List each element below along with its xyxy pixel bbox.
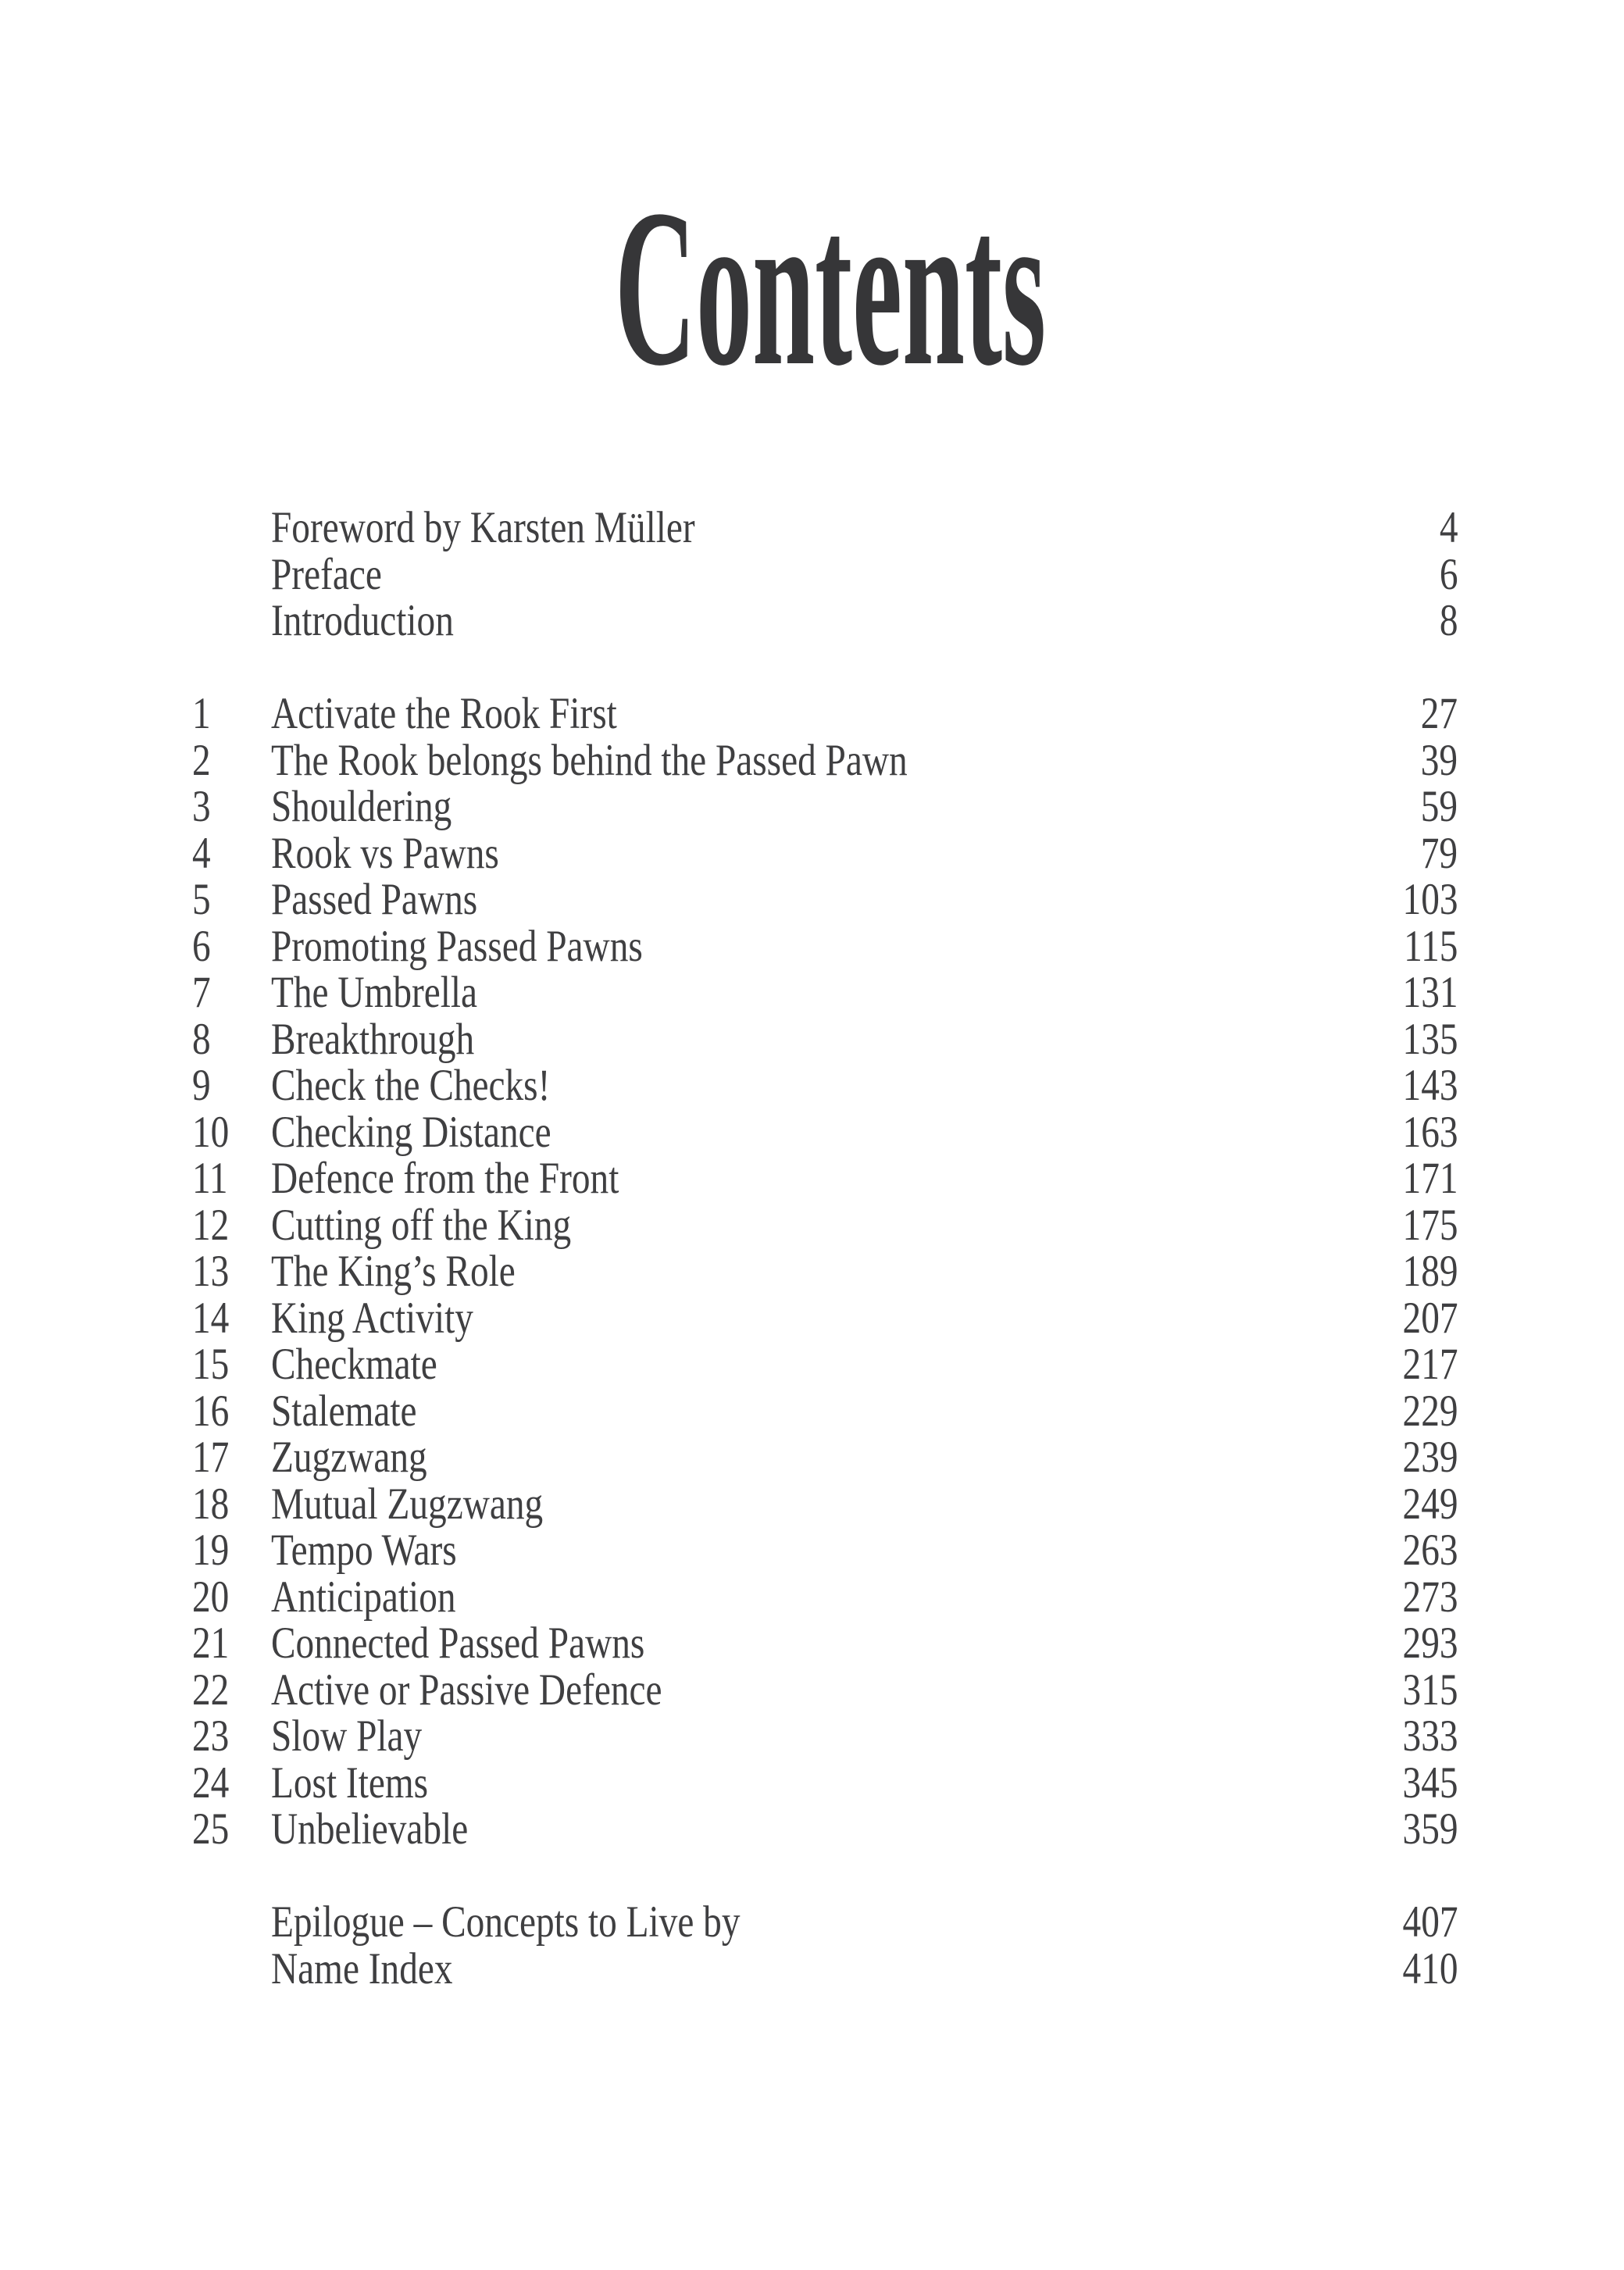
toc-row-chapter-5 (0, 876, 1624, 923)
chapter-title: Zugzwang (271, 1433, 427, 1482)
chapter-number: 1 (192, 689, 211, 738)
chapter-page-number: 143 (1402, 1061, 1458, 1110)
chapter-title: The Rook belongs behind the Passed Pawn (271, 735, 908, 785)
chapter-number: 7 (192, 968, 211, 1017)
chapter-number: 3 (192, 782, 211, 831)
chapter-page-number: 263 (1402, 1526, 1458, 1575)
toc-row-chapter-3 (0, 783, 1624, 830)
chapter-page-number: 333 (1402, 1711, 1458, 1761)
chapter-page-number: 273 (1402, 1572, 1458, 1622)
chapter-number: 9 (192, 1061, 211, 1110)
chapter-page-number: 207 (1402, 1293, 1458, 1343)
chapter-title: Checkmate (271, 1340, 437, 1389)
toc-row-chapter-7 (0, 969, 1624, 1016)
chapter-title: The King’s Role (271, 1247, 516, 1296)
toc-row-preface (0, 551, 1624, 598)
toc-row-chapter-10 (0, 1109, 1624, 1156)
chapter-title: Active or Passive Defence (271, 1665, 662, 1715)
chapter-title: Rook vs Pawns (271, 828, 499, 878)
entry-page-number: 4 (1439, 503, 1458, 552)
chapter-page-number: 115 (1403, 921, 1458, 971)
chapter-number: 6 (192, 921, 211, 971)
chapter-number: 13 (192, 1247, 230, 1296)
toc-row-chapter-16 (0, 1388, 1624, 1435)
chapter-title: Lost Items (271, 1758, 429, 1808)
chapter-number: 16 (192, 1386, 230, 1436)
chapter-title: Activate the Rook First (271, 689, 617, 738)
table-of-contents (0, 505, 1624, 1992)
toc-spacer (0, 644, 1624, 691)
chapter-title: Unbelievable (271, 1804, 469, 1854)
chapter-number: 17 (192, 1433, 230, 1482)
chapter-title: Passed Pawns (271, 875, 478, 924)
entry-page-number: 6 (1439, 549, 1458, 599)
chapter-page-number: 103 (1402, 875, 1458, 924)
chapter-number: 4 (192, 828, 211, 878)
chapter-number: 10 (192, 1107, 230, 1157)
chapter-number: 11 (192, 1154, 228, 1203)
toc-row-chapter-6 (0, 923, 1624, 970)
chapter-page-number: 359 (1402, 1804, 1458, 1854)
chapter-title: Slow Play (271, 1711, 423, 1761)
toc-row-chapter-21 (0, 1620, 1624, 1667)
chapter-page-number: 293 (1402, 1619, 1458, 1668)
entry-label: Foreword by Karsten Müller (271, 503, 695, 552)
toc-row-chapter-14 (0, 1295, 1624, 1342)
chapter-page-number: 315 (1402, 1665, 1458, 1715)
toc-row-chapter-22 (0, 1667, 1624, 1714)
chapter-title: Connected Passed Pawns (271, 1619, 645, 1668)
toc-row-chapter-18 (0, 1481, 1624, 1528)
toc-row-chapter-23 (0, 1713, 1624, 1760)
chapter-title: King Activity (271, 1293, 473, 1343)
chapter-title: Promoting Passed Pawns (271, 921, 643, 971)
chapter-number: 23 (192, 1711, 230, 1761)
toc-row-chapter-4 (0, 830, 1624, 877)
chapter-page-number: 79 (1420, 828, 1458, 878)
chapter-page-number: 163 (1402, 1107, 1458, 1157)
chapter-title: Cutting off the King (271, 1200, 572, 1250)
chapter-page-number: 217 (1402, 1340, 1458, 1389)
toc-row-chapter-1 (0, 691, 1624, 737)
chapter-page-number: 59 (1420, 782, 1458, 831)
entry-label: Preface (271, 549, 382, 599)
chapter-page-number: 175 (1402, 1200, 1458, 1250)
chapter-page-number: 27 (1420, 689, 1458, 738)
chapter-page-number: 189 (1402, 1247, 1458, 1296)
chapter-number: 20 (192, 1572, 230, 1622)
chapter-title: Checking Distance (271, 1107, 551, 1157)
toc-row-chapter-20 (0, 1574, 1624, 1621)
toc-row-chapter-17 (0, 1434, 1624, 1481)
chapter-page-number: 345 (1402, 1758, 1458, 1808)
chapter-title: Stalemate (271, 1386, 417, 1436)
chapter-number: 8 (192, 1014, 211, 1064)
chapter-number: 5 (192, 875, 211, 924)
entry-label: Introduction (271, 596, 454, 645)
chapter-number: 14 (192, 1293, 230, 1343)
entry-page-number: 8 (1439, 596, 1458, 645)
toc-row-chapter-12 (0, 1202, 1624, 1249)
chapter-number: 15 (192, 1340, 230, 1389)
chapter-title: Defence from the Front (271, 1154, 619, 1203)
toc-spacer (0, 1853, 1624, 1900)
toc-row-chapter-25 (0, 1806, 1624, 1853)
page-title: Contents (615, 163, 1047, 412)
toc-row-epilogue (0, 1899, 1624, 1946)
toc-row-name-index (0, 1943, 1624, 1993)
toc-row-chapter-13 (0, 1248, 1624, 1295)
chapter-title: Tempo Wars (271, 1526, 457, 1575)
entry-page-number: 407 (1402, 1897, 1458, 1947)
entry-page-number: 410 (1402, 1943, 1458, 1993)
chapter-title: Shouldering (271, 782, 452, 831)
chapter-number: 19 (192, 1526, 230, 1575)
entry-label: Epilogue – Concepts to Live by (271, 1897, 741, 1947)
toc-row-foreword (0, 505, 1624, 551)
chapter-title: Mutual Zugzwang (271, 1479, 544, 1529)
chapter-page-number: 239 (1402, 1433, 1458, 1482)
toc-row-chapter-8 (0, 1016, 1624, 1063)
entry-label: Name Index (271, 1943, 453, 1993)
chapter-number: 12 (192, 1200, 230, 1250)
chapter-title: Check the Checks! (271, 1061, 551, 1110)
chapter-number: 24 (192, 1758, 230, 1808)
chapter-page-number: 229 (1402, 1386, 1458, 1436)
chapter-page-number: 171 (1402, 1154, 1458, 1203)
chapter-title: Breakthrough (271, 1014, 475, 1064)
chapter-number: 2 (192, 735, 211, 785)
toc-row-chapter-2 (0, 737, 1624, 784)
toc-row-chapter-24 (0, 1760, 1624, 1807)
chapter-page-number: 131 (1402, 968, 1458, 1017)
chapter-title: The Umbrella (271, 968, 478, 1017)
chapter-number: 22 (192, 1665, 230, 1715)
chapter-number: 25 (192, 1804, 230, 1854)
toc-row-chapter-19 (0, 1527, 1624, 1574)
chapter-number: 21 (192, 1619, 230, 1668)
chapter-page-number: 135 (1402, 1014, 1458, 1064)
toc-row-chapter-15 (0, 1341, 1624, 1388)
toc-row-introduction (0, 598, 1624, 644)
toc-row-chapter-11 (0, 1155, 1624, 1202)
chapter-title: Anticipation (271, 1572, 456, 1622)
chapter-page-number: 39 (1420, 735, 1458, 785)
chapter-page-number: 249 (1402, 1479, 1458, 1529)
toc-row-chapter-9 (0, 1062, 1624, 1109)
chapter-number: 18 (192, 1479, 230, 1529)
